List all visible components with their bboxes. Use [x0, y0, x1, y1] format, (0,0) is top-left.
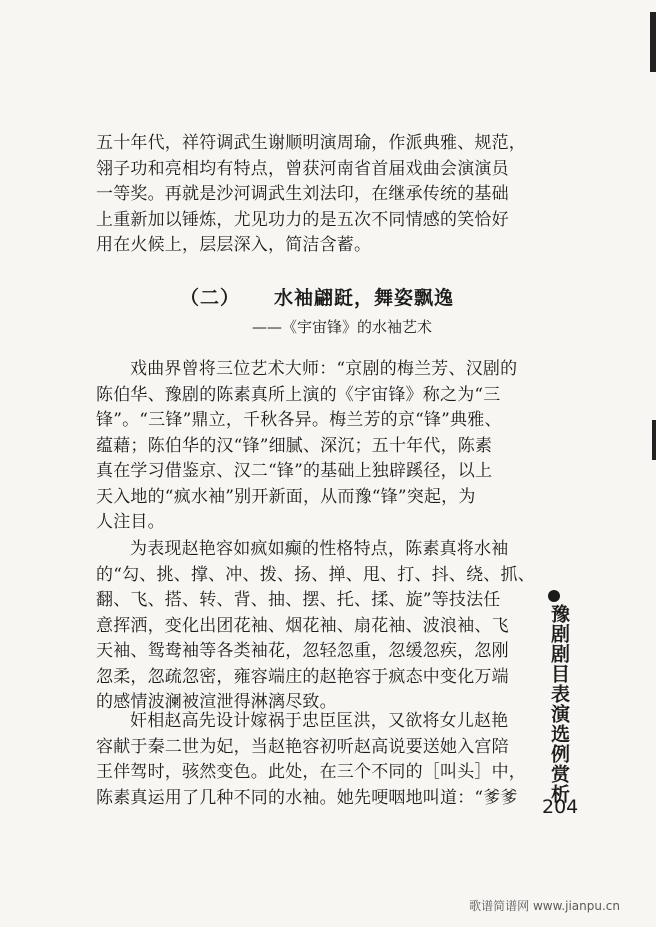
- paragraph-4: [96, 709, 528, 811]
- bullet-dot-icon: [548, 590, 560, 602]
- section-number: （二）: [180, 287, 241, 309]
- text-line: 陈素真运用了几种不同的水袖。她先哽咽地叫道：“爹爹: [96, 787, 518, 808]
- page-number: 204: [542, 796, 579, 818]
- text-line: 戏曲界曾将三位艺术大师：“京剧的梅兰芳、汉剧的: [130, 359, 518, 379]
- section-subtitle: ——《宇宙锋》的水袖艺术: [252, 318, 433, 336]
- text-line: 上重新加以锤炼，尤见功力的是五次不同情感的笑恰好: [96, 209, 509, 230]
- text-line: 的感情波澜被渲泄得淋漓尽致。: [96, 692, 337, 712]
- text-line: 奸相赵高先设计嫁祸于忠臣匡洪，又欲将女儿赵艳: [130, 711, 509, 731]
- running-title: 豫剧剧目表演选例赏析: [548, 604, 570, 804]
- text-line: 忽柔，忽疏忽密，雍容端庄的赵艳容于疯态中变化万端: [96, 666, 509, 687]
- text-line: 翎子功和亮相均有特点，曾获河南省首届戏曲会演演员: [96, 158, 509, 179]
- text-line: 为表现赵艳容如疯如癫的性格特点，陈素真将水袖: [130, 539, 509, 559]
- paragraph-2: [96, 357, 528, 536]
- text-line: 天袖、鸳鸯袖等各类袖花，忽轻忽重，忽缓忽疾，忽刚: [96, 641, 509, 661]
- text-line: 天入地的“疯水袖”别开新面，从而豫“锋”突起，为: [96, 486, 476, 507]
- section-heading: [180, 283, 454, 310]
- text-line: 一等奖。再就是沙河调武生刘法印，在继承传统的基础: [96, 184, 509, 204]
- section-title: 水袖翩跹，舞姿飘逸: [274, 287, 455, 309]
- page-edge-mark: [652, 420, 656, 460]
- text-line: 意挥洒，变化出团花袖、烟花袖、扇花袖、波浪袖、飞: [96, 615, 509, 636]
- text-line: 王伴驾时，骇然变色。此处，在三个不同的［叫头］中，: [96, 762, 526, 782]
- text-line: 真在学习借鉴京、汉二“锋”的基础上独辟蹊径，以上: [96, 461, 493, 481]
- paragraph-3: [96, 537, 535, 716]
- text-line: 翻、飞、搭、转、背、抽、摆、托、揉、旋”等技法任: [96, 590, 501, 610]
- text-line: 蕴藉；陈伯华的汉“锋”细腻、深沉；五十年代，陈素: [96, 435, 493, 456]
- text-line: 锋”。“三锋”鼎立，千秋各异。梅兰芳的京“锋”典雅、: [96, 410, 502, 430]
- text-line: 五十年代，祥符调武生谢顺明演周瑜，作派典雅、规范，: [96, 133, 526, 153]
- watermark: 歌谱简谱网 www.jianpu.cn: [469, 899, 620, 913]
- text-line: 用在火候上，层层深入，简洁含蓄。: [96, 235, 372, 255]
- text-line: 人注目。: [96, 512, 165, 532]
- text-line: 陈伯华、豫剧的陈素真所上演的《宇宙锋》称之为“三: [96, 384, 501, 405]
- paragraph-1: [96, 131, 528, 259]
- page-edge-mark: [650, 12, 656, 72]
- text-line: 容献于秦二世为妃，当赵艳容初听赵高说要送她入宫陪: [96, 736, 509, 757]
- text-line: 的“勾、挑、撑、冲、拨、扬、掸、甩、打、抖、绕、抓、: [96, 564, 535, 585]
